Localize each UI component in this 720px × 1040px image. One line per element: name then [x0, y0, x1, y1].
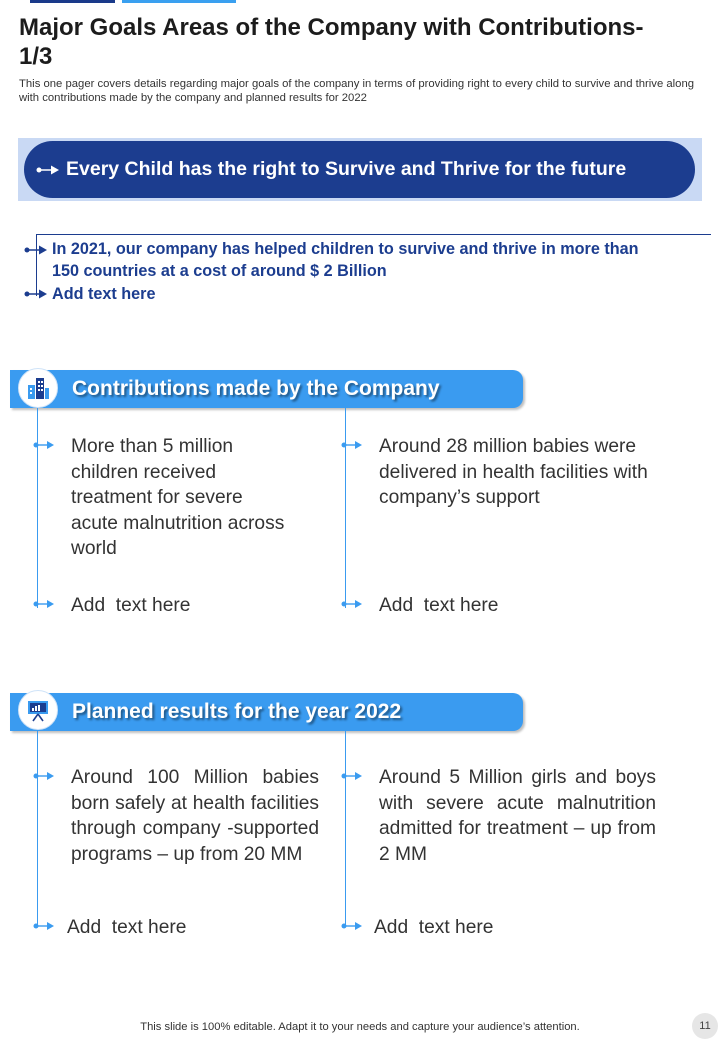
planned-right-add-text: Add text here	[374, 917, 494, 938]
info-statement: In 2021, our company has helped children to survive and thrive in more than 150 countries at a cost of around $ 2 Billion	[52, 240, 639, 280]
contribution-left-add-text: Add text here	[71, 595, 191, 616]
banner-text: Every Child has the right to Survive and Thrive for the future	[66, 158, 627, 180]
page-title: Major Goals Areas of the Company with Contributions-1/3	[19, 14, 644, 70]
goal-banner	[24, 141, 695, 198]
planned-left-add-text: Add text here	[67, 917, 187, 938]
footer-note: This slide is 100% editable. Adapt it to your needs and capture your audience’s attention.	[140, 1021, 580, 1033]
contribution-left-text: More than 5 million children received treatment for severe acute malnutrition across world	[71, 436, 285, 560]
arrow-bullet-icon	[36, 164, 60, 176]
page-subtitle: This one pager covers details regarding major goals of the company in terms of providing right to every child to survive and thrive along with contributions made by the company and planned results for 2022	[19, 78, 695, 104]
info-add-text: Add text here	[52, 285, 156, 303]
arrow-bullet-icon	[24, 244, 48, 256]
building-icon	[25, 375, 51, 401]
arrow-bullet-icon	[341, 921, 363, 931]
planned-title: Planned results for the year 2022	[72, 700, 402, 723]
arrow-bullet-icon	[341, 599, 363, 609]
contributions-icon-badge	[18, 368, 58, 408]
arrow-bullet-icon	[33, 771, 55, 781]
contribution-right-text: Around 28 million babies were delivered in health facilities with company’s support	[379, 436, 648, 509]
planned-right-text: Around 5 Million girls and boys with severe acute malnutrition admitted for treatment – up from 2 MM	[379, 767, 656, 865]
planned-right-connector	[345, 731, 346, 927]
top-accent-light	[122, 0, 236, 3]
planned-icon-badge	[18, 690, 58, 730]
arrow-bullet-icon	[24, 288, 48, 300]
page-number: 11	[692, 1013, 718, 1039]
arrow-bullet-icon	[341, 771, 363, 781]
top-accent-dark	[30, 0, 115, 3]
info-divider	[36, 234, 711, 235]
contribution-right-add-text: Add text here	[379, 595, 499, 616]
contributions-left-connector	[37, 408, 38, 608]
arrow-bullet-icon	[341, 440, 363, 450]
contributions-right-connector	[345, 408, 346, 608]
presentation-icon	[25, 697, 51, 723]
arrow-bullet-icon	[33, 440, 55, 450]
planned-left-connector	[37, 731, 38, 927]
arrow-bullet-icon	[33, 599, 55, 609]
contributions-title: Contributions made by the Company	[72, 377, 440, 400]
arrow-bullet-icon	[33, 921, 55, 931]
planned-left-text: Around 100 Million babies born safely at health facilities through company -supported programs – up from 20 MM	[71, 767, 319, 865]
